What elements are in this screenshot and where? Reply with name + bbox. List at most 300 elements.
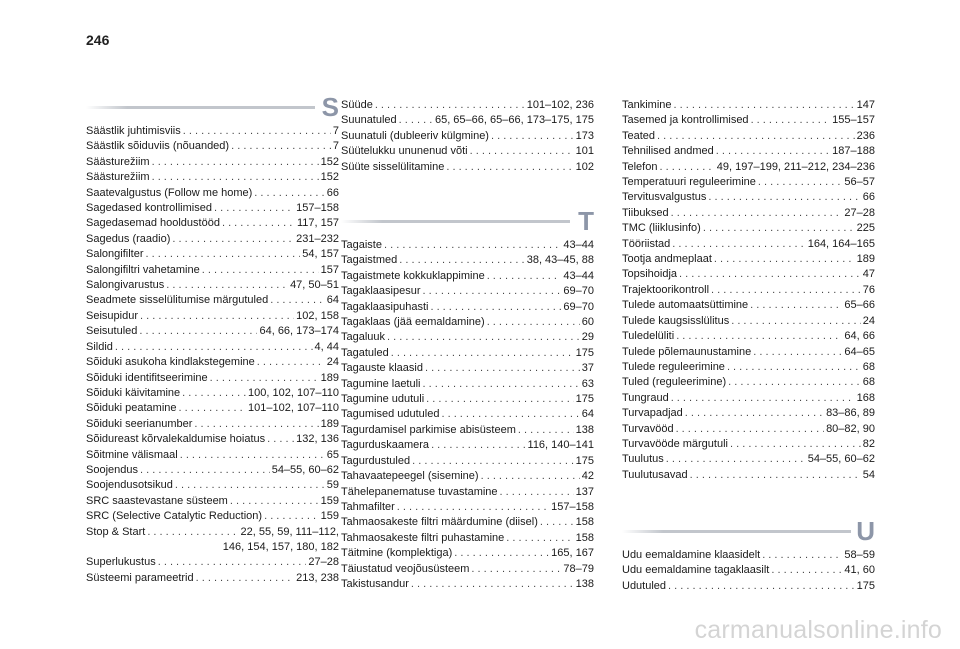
dot-leader [158,555,307,570]
entry-term: SRC (Selective Catalytic Reduction) [86,510,263,523]
entry-pages: 168 [856,391,875,404]
index-entry [86,386,339,401]
dot-leader [423,284,562,299]
dot-leader [430,300,561,315]
entry-term: Tulede automaatsüttimine [622,299,749,312]
dot-leader [210,371,319,386]
dot-leader [140,463,270,478]
index-entry [341,562,594,577]
entry-pages: 63 [581,377,594,390]
dot-leader [446,160,573,175]
entry-pages: 64 [581,408,594,421]
dot-leader [679,267,861,282]
entry-pages: 159 [320,510,339,523]
watermark: carmanualsonline.info [694,616,942,644]
dot-leader [491,129,574,144]
index-entry [341,144,594,159]
entry-term: Süütelukku ununenud võti [341,145,468,158]
index-entry [341,500,594,515]
index-entry [341,454,594,469]
dot-leader [411,577,574,592]
index-entry [341,160,594,175]
entry-term: Tagauste klaasid [341,362,423,375]
index-section-s [86,92,339,586]
entry-term: Tasemed ja kontrollimised [622,114,749,127]
entry-pages: 187–188 [832,145,875,158]
index-entry [341,577,594,592]
index-entry [86,463,339,478]
entry-term: Seadmete sisselülitumise märgutuled [86,294,269,307]
entry-pages: 83–86, 89 [826,407,875,420]
entry-term: Tungraud [622,391,669,404]
section-header [86,92,339,122]
index-entry [341,423,594,438]
index-entry [622,563,875,578]
dot-leader [668,579,855,594]
index-entry [86,216,339,231]
entry-term: Süsteemi parameetrid [86,571,194,584]
index-entry [86,232,339,247]
dot-leader [676,329,842,344]
entry-pages: 189 [856,253,875,266]
index-entry [86,401,339,416]
entry-term: Tehnilised andmed [622,145,714,158]
entry-term: Tuledelüliti [622,330,675,343]
dot-leader [152,170,319,185]
index-entry [622,579,875,594]
entry-pages: 101 [575,145,594,158]
index-entry [622,190,875,205]
entry-term: Tagaklaasipuhasti [341,300,429,313]
index-entry [341,98,594,113]
entry-term: Teated [622,129,656,142]
index-entry [86,478,339,493]
entry-pages: 152 [320,171,339,184]
dot-leader [139,324,257,339]
entry-term: Superlukustus [86,556,156,569]
dot-leader [708,190,860,205]
entry-term: Tagumine laetuli [341,377,421,390]
index-entry [341,469,594,484]
index-entry [622,267,875,282]
entry-pages: 64, 66 [844,330,875,343]
entry-pages: 65 [326,448,339,461]
section-divider [622,530,851,533]
index-entry [86,186,339,201]
entry-pages: 54 [862,468,875,481]
entry-term: Tagumine udutuli [341,393,425,406]
dot-leader [671,391,855,406]
index-entry [622,314,875,329]
dot-leader [671,206,843,221]
entry-term: Salongifilter [86,248,144,261]
entry-pages: 101–102, 236 [526,99,594,111]
index-entry [341,315,594,330]
entry-term: Sagedased kontrollimised [86,202,212,215]
entry-term: Soojendus [86,463,138,476]
entry-pages: 117, 157 [296,217,339,230]
entry-pages-continued: 146, 154, 157, 180, 182 [222,540,339,553]
index-entry [622,206,875,221]
entry-pages: 64, 66, 173–174 [259,325,339,338]
section-divider [86,106,315,109]
entry-pages: 69–70 [563,285,594,298]
entry-list [341,98,594,175]
entry-term: Tootja andmeplaat [622,253,712,266]
entry-term: SRC saastevastane süsteem [86,494,228,507]
index-entry [622,437,875,452]
index-entry [341,546,594,561]
dot-leader [518,423,574,438]
entry-term: Sagedus (raadio) [86,232,171,245]
index-entry [622,237,875,252]
entry-pages: 69–70 [563,300,594,313]
entry-pages: 165, 167 [551,547,594,560]
dot-leader [481,469,580,484]
entry-term: Tagaluuk [341,331,386,344]
index-entry [622,375,875,390]
section-letter: U [856,516,875,546]
dot-leader [194,417,318,432]
dot-leader [716,144,830,159]
entry-pages: 68 [862,376,875,389]
entry-pages: 22, 55, 59, 111–112, [240,525,339,538]
index-entry [86,201,339,216]
index-entry [86,124,339,139]
index-entry [86,571,339,586]
entry-pages: 60 [581,316,594,329]
index-section-t [341,206,594,592]
index-entry [622,406,875,421]
dot-leader [676,422,825,437]
entry-pages: 49, 197–199, 211–212, 234–236 [716,160,875,173]
entry-term: Tankimine [622,99,672,111]
entry-pages: 54–55, 60–62 [271,463,339,476]
entry-pages: 54–55, 60–62 [807,453,875,466]
entry-pages: 43–44 [563,239,594,251]
entry-list [341,238,594,592]
index-entry [86,139,339,154]
entry-term: Sõiduki peatamine [86,402,177,415]
entry-pages: 65, 65–66, 65–66, 173–175, 175 [434,114,594,127]
dot-leader [771,563,842,578]
entry-term: Tulede põlemaunustamine [622,345,752,358]
entry-term: Topsihoidja [622,268,678,281]
entry-pages: 152 [320,155,339,168]
entry-term: Trajektoorikontroll [622,283,710,296]
index-entry [341,129,594,144]
entry-pages: 157 [320,263,339,276]
section-letter: S [321,92,339,122]
entry-pages: 59 [326,479,339,492]
index-entry [341,269,594,284]
entry-pages: 189 [320,417,339,430]
entry-pages: 175 [575,346,594,359]
entry-term: Sagedasemad hooldustööd [86,217,220,230]
index-entry [341,377,594,392]
entry-pages: 29 [581,331,594,344]
entry-term: Tagaistmete kokkuklappimine [341,269,485,282]
entry-list [622,548,875,594]
dot-leader [672,237,805,252]
dot-leader [183,124,331,139]
dot-leader [470,144,574,159]
entry-term: Soojendusotsikud [86,479,173,492]
dot-leader [750,298,842,313]
entry-pages: 82 [862,437,875,450]
entry-pages: 116, 140–141 [527,439,594,452]
index-entry [86,555,339,570]
dot-leader [762,548,842,563]
entry-pages: 64–65 [844,345,875,358]
entry-pages: 4, 44 [314,340,339,353]
entry-term: Tuled (reguleerimine) [622,376,727,389]
dot-leader [115,340,313,355]
index-entry [622,221,875,236]
index-entry [622,422,875,437]
entry-term: Tagurdustuled [341,454,411,467]
entry-term: Stop & Start [86,525,146,538]
entry-pages: 76 [862,283,875,296]
dot-leader [230,494,319,509]
index-entry [341,113,594,128]
dot-leader [751,113,831,128]
dot-leader [179,401,247,416]
entry-term: Säästurežiim [86,155,150,168]
index-entry [86,170,339,185]
dot-leader [214,201,294,216]
entry-term: Tagatuled [341,346,389,359]
entry-pages: 47, 50–51 [290,279,339,292]
entry-term: Säästlik juhtimisviis [86,125,181,137]
entry-pages: 68 [862,360,875,373]
entry-term: Täitmine (komplektiga) [341,547,453,560]
entry-pages: 213, 238 [296,571,339,584]
entry-term: Udu eemaldamine tagaklaasilt [622,564,770,577]
entry-term: Tahmafilter [341,500,395,513]
entry-pages: 65–66 [844,299,875,312]
entry-pages: 173 [575,129,594,142]
index-entry [622,144,875,159]
entry-term: Salongivarustus [86,279,165,292]
entry-pages: 66 [326,186,339,199]
entry-term: Tuulutus [622,453,664,466]
entry-pages: 56–57 [844,176,875,189]
entry-term: Sõiduki käivitamine [86,386,181,399]
dot-leader [391,346,574,361]
section-header [622,516,875,546]
index-entry [622,391,875,406]
entry-term: Tulede reguleerimine [622,360,725,373]
entry-pages: 138 [575,577,594,590]
index-entry [341,346,594,361]
dot-leader [267,432,294,447]
dot-leader [387,330,580,345]
entry-pages: 164, 164–165 [807,237,875,250]
dot-leader [487,315,580,330]
entry-pages: 159 [320,494,339,507]
entry-pages: 27–28 [308,556,339,569]
entry-pages: 147 [856,99,875,111]
index-entry [341,238,594,253]
entry-pages: 24 [862,314,875,327]
index-entry [86,494,339,509]
index-entry [86,155,339,170]
dot-leader [727,360,861,375]
dot-leader [487,269,562,284]
entry-term: Tähelepanematuse tuvastamine [341,485,498,498]
entry-term: Tahmaosakeste filtri puhastamine [341,531,505,544]
entry-pages: 54, 157 [302,248,339,261]
dot-leader [674,98,855,113]
index-entry [86,293,339,308]
entry-pages: 7 [332,125,339,137]
dot-leader [231,139,331,154]
index-entry [341,531,594,546]
entry-term: Udu eemaldamine klaasidelt [622,549,761,561]
entry-term: Tahmaosakeste filtri määrdumine (diisel) [341,516,538,529]
entry-pages: 138 [575,423,594,436]
dot-leader [399,253,524,268]
dot-leader [145,247,300,262]
index-entry [622,360,875,375]
dot-leader [425,361,580,376]
dot-leader [471,562,561,577]
dot-leader [412,454,574,469]
index-entry [86,371,339,386]
dot-leader [728,375,861,390]
entry-pages: 37 [581,362,594,375]
entry-term: Takistusandur [341,577,409,590]
entry-term: Seisupidur [86,309,138,322]
entry-pages: 175 [856,579,875,592]
index-entry [341,407,594,422]
index-entry [341,485,594,500]
dot-leader [426,392,573,407]
index-section-s-continued [341,98,594,175]
entry-term: Süüte sisselülitamine [341,160,445,173]
index-entry [341,300,594,315]
dot-leader [441,407,579,422]
entry-pages: 66 [862,191,875,204]
index-entry [86,448,339,463]
entry-term: Tulede kaugsisslülitus [622,314,730,327]
entry-pages: 102 [575,160,594,173]
entry-pages: 132, 136 [296,433,339,446]
entry-term: Suunatuled [341,114,397,127]
entry-term: Tuulutusavad [622,468,688,481]
dot-leader [180,448,325,463]
index-entry [622,98,875,113]
index-entry [622,329,875,344]
dot-leader [399,113,433,128]
entry-term: Sõidureast kõrvalekaldumise hoiatus [86,433,266,446]
dot-leader [758,175,843,190]
dot-leader [690,468,861,483]
dot-leader [175,478,325,493]
entry-pages: 137 [575,485,594,498]
index-entry [622,252,875,267]
entry-pages: 80–82, 90 [826,422,875,435]
entry-term: Sõitmine välismaal [86,448,178,461]
entry-pages: 27–28 [844,206,875,219]
index-section-u [622,516,875,594]
entry-term: TMC (liiklusinfo) [622,222,701,235]
entry-pages: 41, 60 [844,564,875,577]
section-letter: T [578,206,594,236]
index-entry [341,515,594,530]
entry-pages: 38, 43–45, 88 [526,254,594,267]
dot-leader [685,406,824,421]
index-entry [622,113,875,128]
entry-term: Sõiduki asukoha kindlakstegemine [86,356,255,369]
dot-leader [254,186,324,201]
index-entry [86,278,339,293]
section-header [341,206,594,236]
index-entry [341,438,594,453]
entry-pages: 189 [320,371,339,384]
index-entry [86,324,339,339]
dot-leader [431,438,525,453]
dot-leader [152,155,319,170]
entry-term: Temperatuuri reguleerimine [622,176,756,189]
entry-pages: 157–158 [551,500,594,513]
index-entry [622,129,875,144]
index-entry [622,298,875,313]
entry-term: Sildid [86,340,113,353]
entry-pages: 101–102, 107–110 [248,402,339,415]
index-entry [86,340,339,355]
entry-term: Tiibuksed [622,206,669,219]
index-entry [622,345,875,360]
dot-leader [423,377,580,392]
entry-term: Salongifiltri vahetamine [86,263,200,276]
dot-leader [182,386,246,401]
index-entry [341,392,594,407]
index-entry [341,330,594,345]
entry-term: Tagurdamisel parkimise abisüsteem [341,423,516,436]
dot-leader [703,221,855,236]
entry-term: Säästlik sõiduviis (nõuanded) [86,140,230,153]
index-entry [86,355,339,370]
index-entry [86,525,339,540]
entry-pages: 158 [575,531,594,544]
index-entry [622,548,875,563]
entry-pages: 155–157 [832,114,875,127]
index-entry [622,468,875,483]
entry-pages: 42 [581,470,594,483]
dot-leader [384,238,561,253]
dot-leader [540,515,574,530]
dot-leader [257,355,325,370]
index-entry [341,361,594,376]
page-number: 246 [86,32,110,48]
entry-pages: 158 [575,516,594,529]
entry-term: Suunatuli (dubleeriv külgmine) [341,129,489,142]
index-entry [86,432,339,447]
entry-pages: 175 [575,454,594,467]
entry-pages: 64 [326,294,339,307]
entry-list [86,124,339,586]
entry-term: Telefon [622,160,658,173]
entry-pages: 175 [575,393,594,406]
entry-pages: 24 [326,356,339,369]
entry-term: Tagaiste [341,239,382,251]
index-entry [341,284,594,299]
dot-leader [264,509,319,524]
index-section-t-continued [622,98,875,483]
entry-pages: 236 [856,129,875,142]
